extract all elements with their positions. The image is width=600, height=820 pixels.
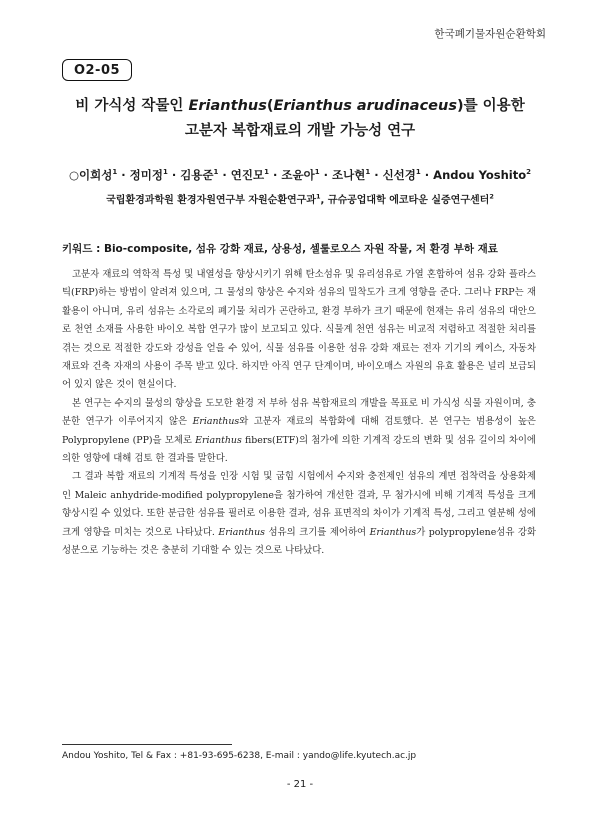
title-prefix: 비 가식성 작물인	[75, 98, 189, 114]
author-list: ○이희성$^1$ · 정미정$^1$ · 김용준$^1$ · 연진모$^1$ · 조윤아$^1$ · 조나현$^1$ · 신선경$^1$ · Andou Yoshito$^2$	[68, 168, 532, 182]
keywords: 키워드 : Bio-composite, 섬유 강화 재료, 상용성, 셀룰로오스 자원 작물, 저 환경 부하 재료	[62, 243, 498, 255]
title-species: Erianthus	[188, 98, 267, 114]
abstract-body	[62, 266, 536, 561]
paragraph-2: 본 연구는 수지의 물성의 향상을 도모한 환경 저 부하 섬유 복합재료의 개발을 목표로 비 가식성 식물 자원이며, 충분한 연구가 이루어지지 않은 Erianthus와 고분자 재료의 복합화에 대해 검토했다. 본 연구는 범용성이 높은 Polypropylene (PP)을 모체로 Erianthus fibers(ETF)의 첨가에 의한 기계적 강도의 변화 및 섬유 길이의 차이에 의한 영향에 대해 검토 한 결과를 말한다.	[62, 397, 536, 465]
presentation-code: O2-05	[62, 59, 132, 81]
footnote-contact: Andou Yoshito, Tel & Fax : +81-93-695-6238, E-mail : yando@life.kyutech.ac.jp	[62, 751, 417, 761]
author: Andou Yoshito$^2$	[433, 168, 532, 182]
title-species-full: Erianthus arudinaceus	[273, 98, 457, 114]
author: 정미정$^1$	[129, 168, 168, 182]
title-paren-close: )	[456, 98, 464, 114]
author: 신선경$^1$	[382, 168, 421, 182]
author: 조나현$^1$	[331, 168, 371, 182]
title-line-1	[30, 94, 570, 119]
author: 조윤아$^1$	[281, 168, 320, 182]
affiliation-2: 규슈공업대학 에코타운 실증연구센터	[327, 195, 490, 206]
paragraph-3: 그 결과 복합 재료의 기계적 특성을 인장 시험 및 굽힘 시험에서 수지와 충전제인 섬유의 계면 접착력을 상용화제인 Maleic anhydride-modified polypropylene을 첨가하여 개선한 결과, 무 첨가시에 비해 기계적 특성을 크게 향상시킬 수 있었다. 또한 분급한 섬유를 필러로 이용한 결과, 섬유 표면적의 차이가 기계적 특성, 그리고 열분해 성에 크게 영향을 미치는 것으로 나타났다. Erianthus 섬유의 크기를 제어하여 Erianthus가 polypropylene섬유 강화 성분으로 기능하는 것은 충분히 기대할 수 있는 것으로 나타났다.	[62, 471, 536, 557]
affiliation-1: 국립환경과학원 환경자원연구부 자원순환연구과	[106, 195, 316, 206]
author: ○이희성$^1$	[68, 168, 118, 182]
author: 연진모$^1$	[230, 168, 269, 182]
society-header: 한국폐기물자원순환학회	[434, 28, 546, 40]
paragraph-1: 고분자 재료의 역학적 특성 및 내열성을 향상시키기 위해 탄소섬유 및 유리섬유로 가열 혼합하여 섬유 강화 플라스틱(FRP)하는 방법이 알려져 있으며, 그 물성의 향상은 수지와 섬유의 밀착도가 크게 영향을 준다. 그러나 FRP는 재활용이 아니며, 유리 섬유는 소각로의 폐기물 처리가 곤란하고, 환경 부하가 크기 때문에 현재는 유리 섬유의 대안으로 천연 소재를 사용한 바이오 복합 연구가 많이 보고되고 있다. 식물계 천연 섬유는 비교적 저렴하고 적절한 처리를 겪는 것으로 적절한 강도와 강성을 얻을 수 있어, 식물 섬유를 이용한 섬유 강화 재료는 전자 기기의 케이스, 자동차 재료와 건축 자재의 사용이 주목 받고 있다. 하지만 아직 연구 단계이며, 바이오매스 자원의 유효 활용은 널리 보급되어 있지 않은 것이 현실이다.	[62, 269, 536, 391]
affiliations: 국립환경과학원 환경자원연구부 자원순환연구과$^1$, 규슈공업대학 에코타운 실증연구센터$^2$	[106, 192, 494, 206]
footnote-divider	[62, 744, 232, 745]
title-suffix: 를 이용한	[463, 98, 525, 114]
page-number: - 21 -	[286, 779, 314, 790]
title-line-2: 고분자 복합재료의 개발 가능성 연구	[184, 123, 416, 139]
title-paren-open: (	[266, 98, 274, 114]
author: 김용준$^1$	[180, 168, 219, 182]
paper-title	[30, 94, 570, 144]
